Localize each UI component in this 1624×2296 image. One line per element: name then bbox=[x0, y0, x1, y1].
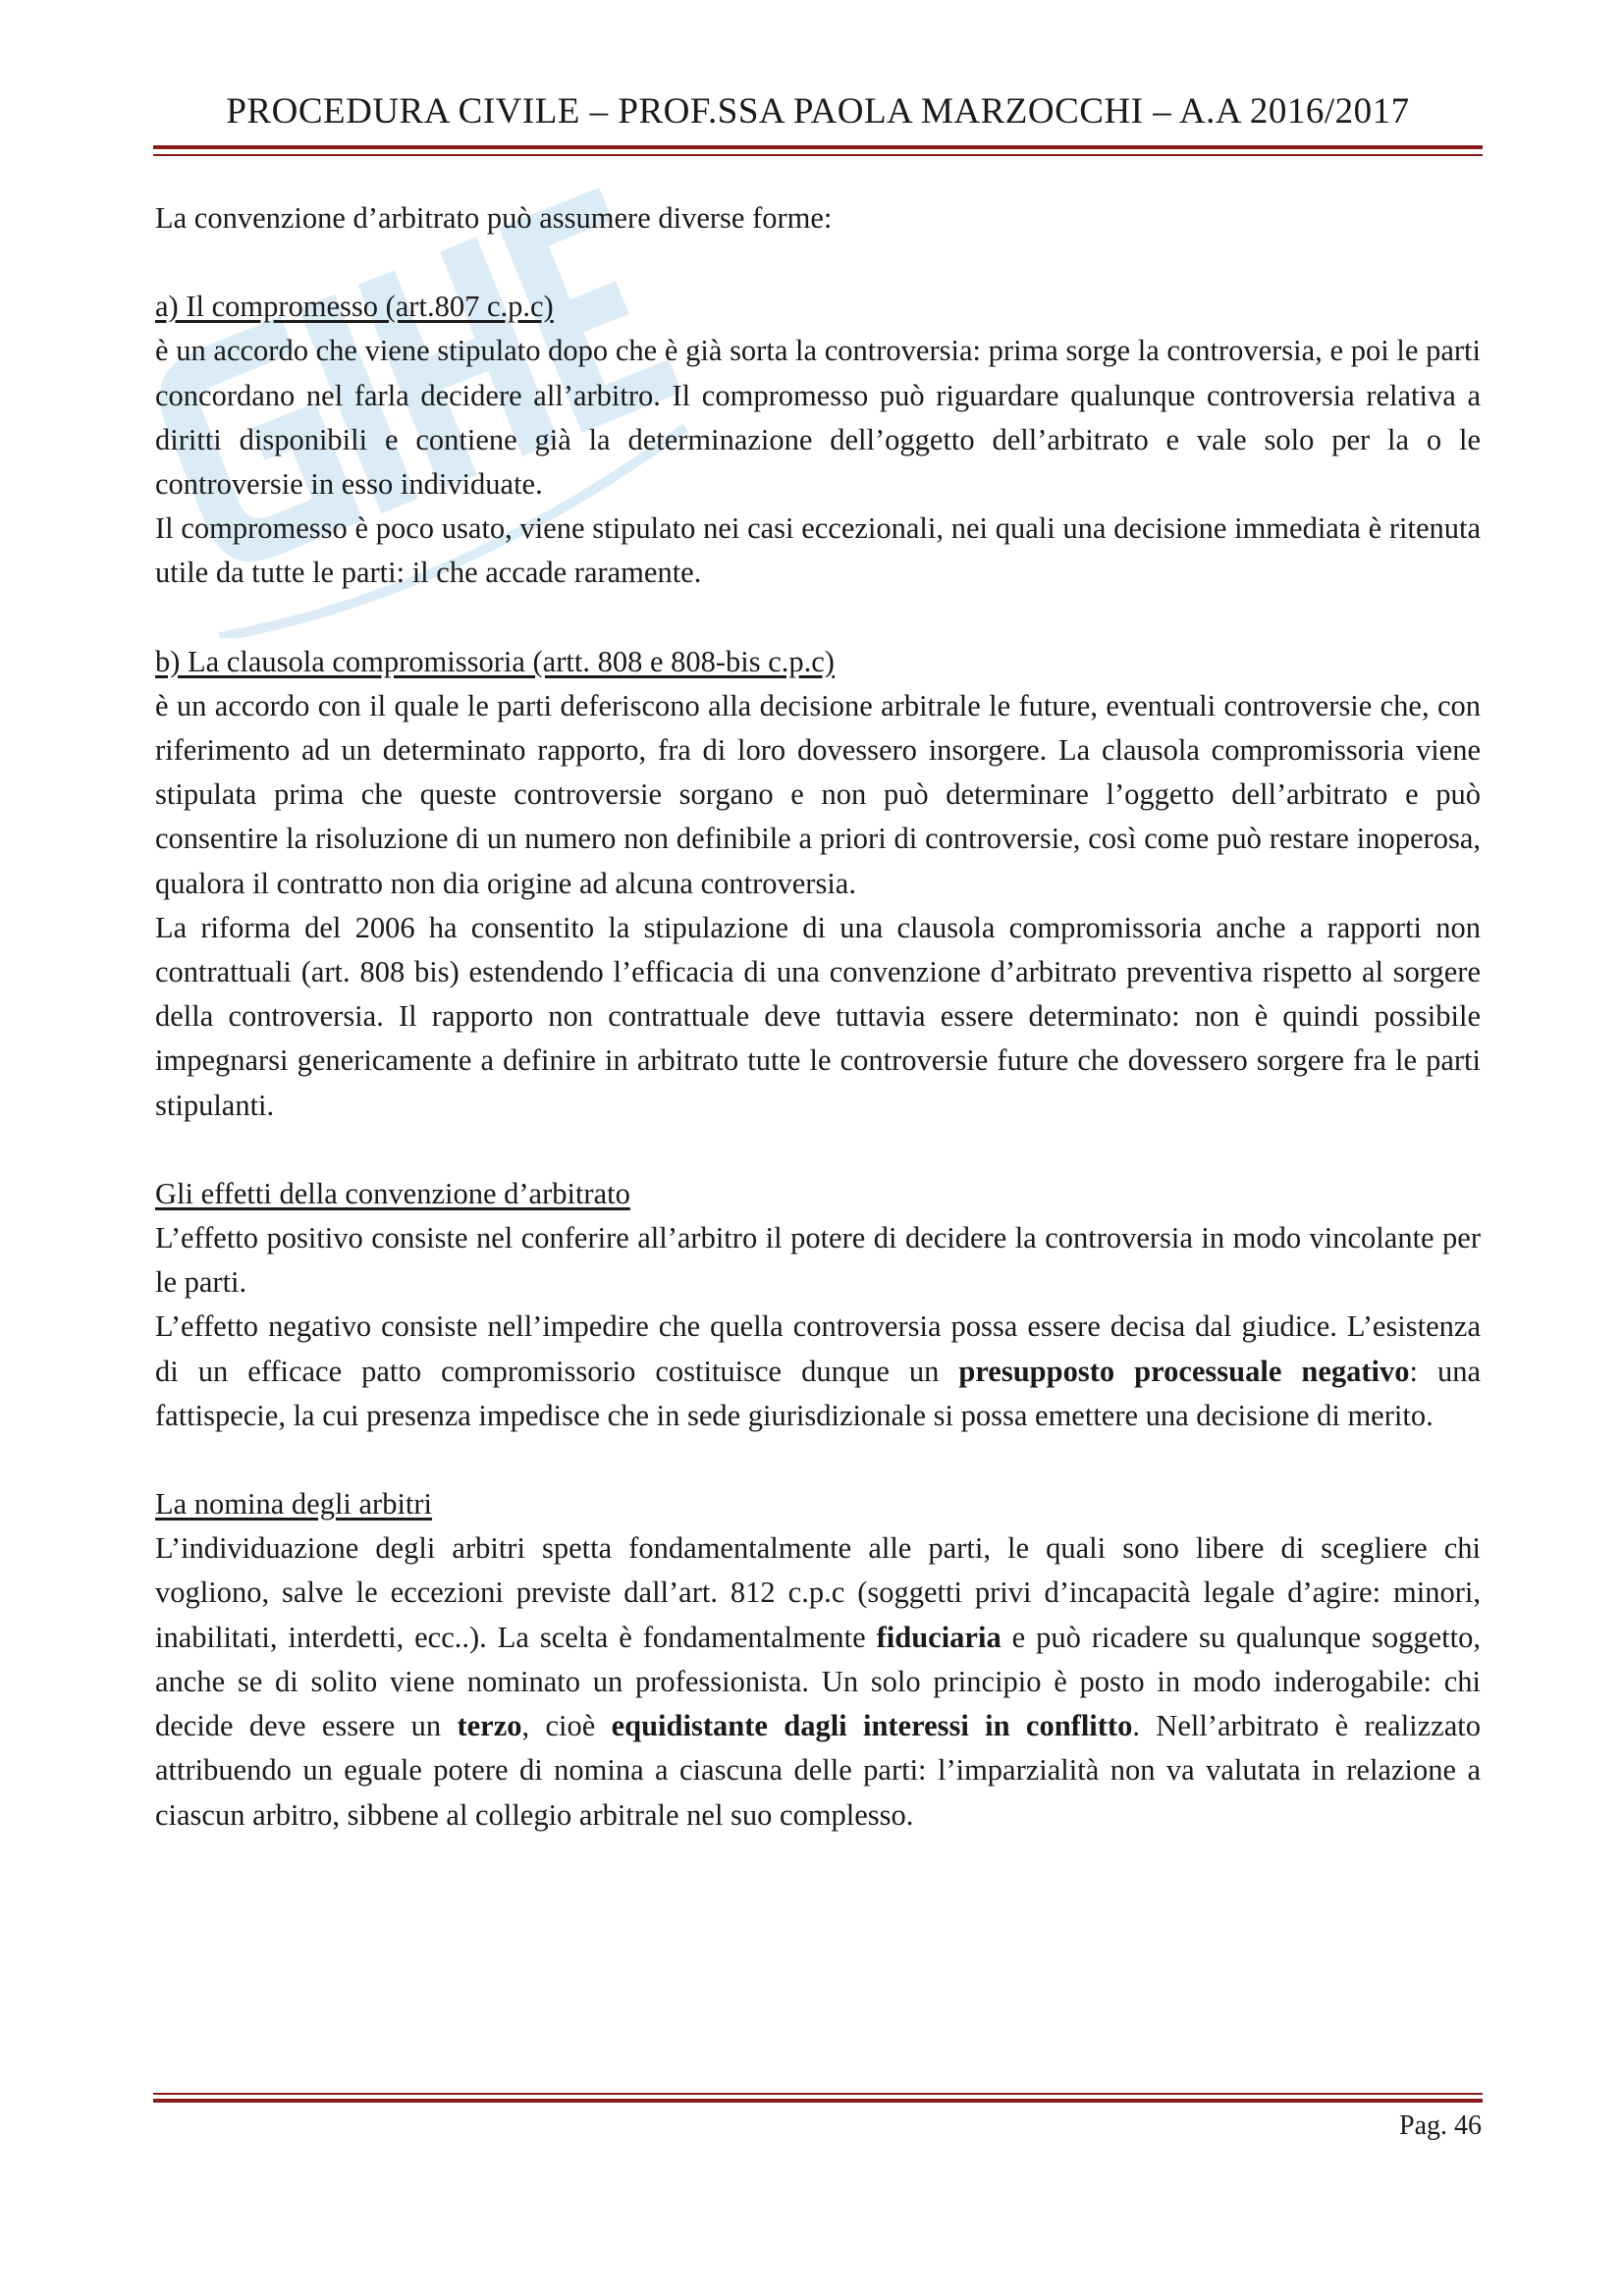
text-span: . Nell’arbitrato è realizzato attribuendo un eguale potere di nomina a ciascuna delle parti: l’imparzialità non va valutata in relazione a ciascun arbitro, sibbene al collegio arbitrale nel suo complesso. bbox=[155, 1709, 1481, 1832]
page-number: Pag. 46 bbox=[1399, 2110, 1482, 2141]
paragraph-clausola-2: La riforma del 2006 ha consentito la stipulazione di una clausola compromissoria anche a rapporti non contrattuali (art. 808 bis) estendendo l’efficacia di una convenzione d’arbitrato preventiva rispetto al sorgere della controversia. Il rapporto non contrattuale deve tuttavia essere determinato: non è quindi possibile impegnarsi genericamente a definire in arbitrato tutte le controversie future che dovessero sorgere fra le parti stipulanti. bbox=[155, 910, 1481, 1122]
section-heading-compromesso: a) Il compromesso (art.807 c.p.c) bbox=[155, 290, 554, 324]
paragraph-effetti-1: L’effetto positivo consiste nel conferire all’arbitro il potere di decidere la controversia in modo vincolante per le parti. bbox=[155, 1221, 1481, 1300]
document-body bbox=[155, 196, 1481, 1838]
text-span: : una fattispecie, la cui presenza impedisce che in sede giurisdizionale si possa emettere una decisione di merito. bbox=[155, 1354, 1482, 1432]
header-rule-thin bbox=[153, 154, 1483, 156]
text-span: , cioè bbox=[521, 1709, 612, 1743]
spacer bbox=[155, 596, 1481, 640]
paragraph-effetti-2 bbox=[155, 1305, 1481, 1438]
paragraph-compromesso-2: Il compromesso è poco usato, viene stipulato nei casi eccezionali, nei quali una decisione immediata è ritenuta utile da tutte le parti: il che accade raramente. bbox=[155, 511, 1481, 590]
paragraph-clausola-1: è un accordo con il quale le parti deferiscono alla decisione arbitrale le future, eventuali controversie che, con riferimento ad un determinato rapporto, fra di loro dovessero insorgere. La clausola compromissoria viene stipulata prima che queste controversie sorgano e non può determinare l’oggetto dell’arbitrato e può consentire la risoluzione di un numero non definibile a priori di controversie, così come può restare inoperosa, qualora il contratto non dia origine ad alcuna controversia. bbox=[155, 688, 1481, 900]
spacer bbox=[155, 1128, 1481, 1172]
text-span: L’effetto negativo consiste nell’impedire che quella controversia possa essere decisa dal giudice. L’esistenza di un efficace patto compromissorio costituisce dunque un bbox=[155, 1309, 1481, 1388]
spacer bbox=[155, 240, 1481, 285]
bold-term: equidistante dagli interessi in conflitto bbox=[611, 1709, 1133, 1743]
page-header: PROCEDURA CIVILE – PROF.SSA PAOLA MARZOCCHI – A.A 2016/2017 bbox=[226, 91, 1410, 132]
paragraph-nomina-1 bbox=[155, 1526, 1481, 1837]
text-span: e può ricadere su qualunque soggetto, anche se di solito viene nominato un professionista. Un solo principio è posto in modo inderogabile: chi decide deve essere un bbox=[155, 1620, 1482, 1743]
section-heading-clausola: b) La clausola compromissoria (artt. 808 e 808-bis c.p.c) bbox=[155, 644, 835, 678]
text-span: L’individuazione degli arbitri spetta fondamentalmente alle parti, le quali sono libere di scegliere chi vogliono, salve le eccezioni previste dall’art. 812 c.p.c (soggetti privi d’incapacità legale d’agire: minori, inabilitati, interdetti, ecc..). La scelta è fondamentalmente bbox=[155, 1531, 1481, 1654]
bold-term: fiduciaria bbox=[876, 1620, 1001, 1654]
intro-paragraph: La convenzione d’arbitrato può assumere diverse forme: bbox=[155, 201, 833, 235]
paragraph-compromesso-1: è un accordo che viene stipulato dopo che è già sorta la controversia: prima sorge la controversia, e poi le parti concordano nel farla decidere all’arbitro. Il compromesso può riguardare qualunque controversia relativa a diritti disponibili e contiene già la determinazione dell’oggetto dell’arbitrato e vale solo per la o le controversie in esso individuate. bbox=[155, 334, 1481, 502]
footer-rule-thin bbox=[153, 2093, 1483, 2095]
section-heading-effetti: Gli effetti della convenzione d’arbitrato bbox=[155, 1176, 630, 1210]
section-heading-nomina: La nomina degli arbitri bbox=[155, 1487, 433, 1522]
bold-term: terzo bbox=[457, 1709, 522, 1743]
spacer bbox=[155, 1438, 1481, 1482]
header-rule-thick bbox=[153, 145, 1483, 149]
footer-rule-thick bbox=[153, 2099, 1483, 2103]
bold-term: presupposto processuale negativo bbox=[958, 1354, 1410, 1388]
